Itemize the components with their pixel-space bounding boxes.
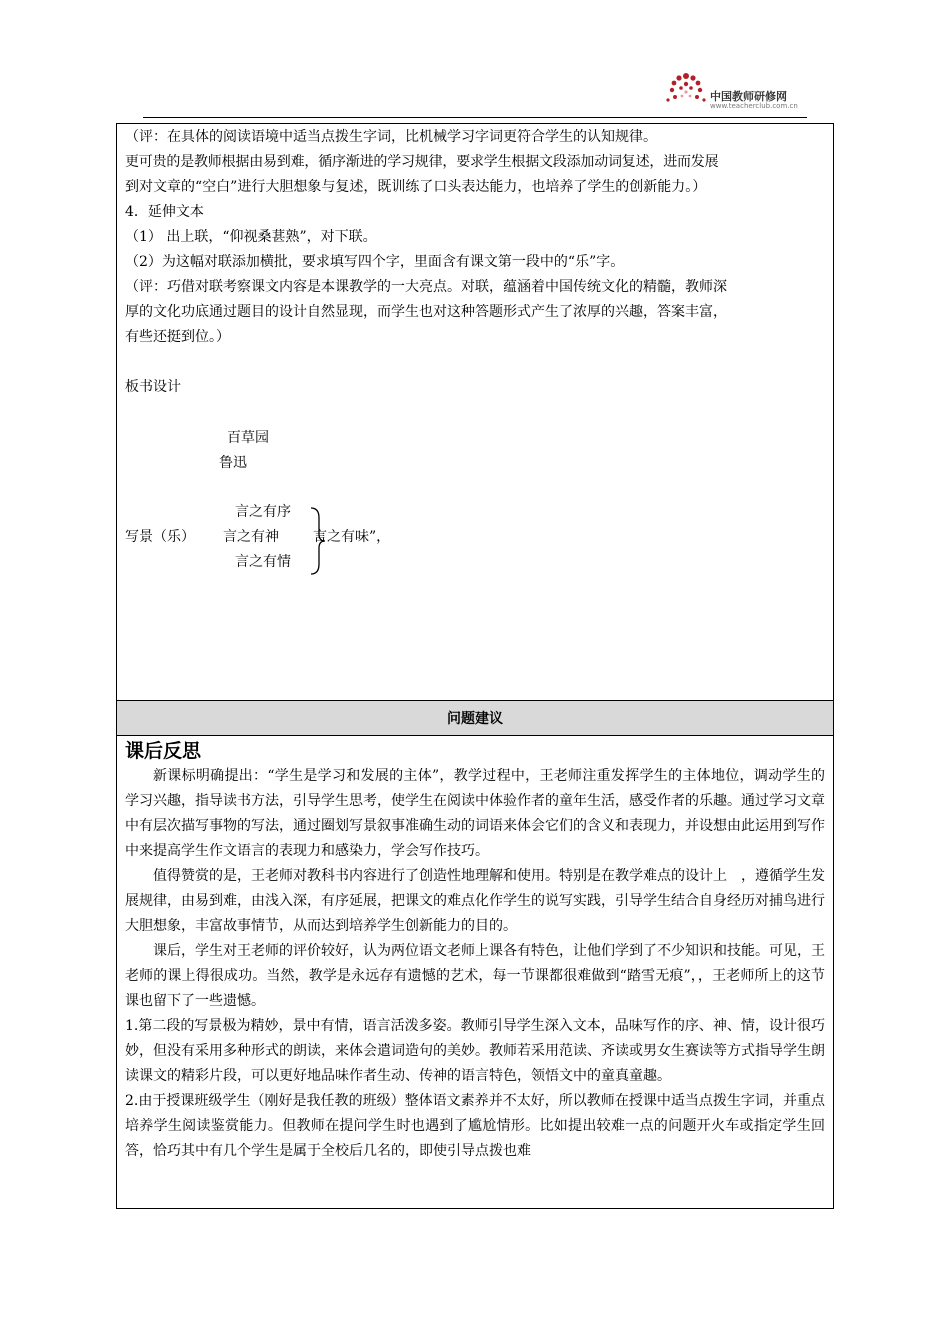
suggestions-header: [116, 700, 834, 736]
board-left-label: 写景（乐）: [125, 529, 195, 545]
text-line: 更可贵的是教师根据由易到难，循序渐进的学习规律，要求学生根据文段添加动词复述，进而发展: [125, 154, 719, 170]
reflection-cell: [116, 735, 834, 1209]
header-rule: [143, 117, 807, 118]
board-design-heading: 板书设计: [125, 379, 181, 395]
text-line: 到对文章的“空白”进行大胆想象与复述，既训练了口头表达能力，也培养了学生的创新能力。）: [125, 179, 707, 195]
reflection-paragraph: 新课标明确提出：“学生是学习和发展的主体”，教学过程中，王老师注重发挥学生的主体地位，调动学生的学习兴趣，指导读书方法，引导学生思考，使学生在阅读中体验作者的童年生活，感受作者的乐趣。通过学习文章中有层次描写事物的写法，通过圈划写景叙事准确生动的词语来体会它们的含义和表现力，并设想由此运用到写作中来提高学生作文语言的表现力和感染力，学会写作技巧。: [125, 768, 825, 859]
reflection-title: 课后反思: [125, 740, 202, 762]
text-line: 厚的文化功底通过题目的设计自然显现，而学生也对这种答题形式产生了浓厚的兴趣，答案丰富，: [125, 304, 727, 320]
text-line: （2）为这幅对联添加横批，要求填写四个字，里面含有课文第一段中的“乐”字。: [125, 254, 625, 270]
reflection-paragraph: 值得赞赏的是，王老师对教科书内容进行了创造性地理解和使用。特别是在教学难点的设计上 ，遵循学生发展规律，由易到难，由浅入深，有序延展，把课文的难点化作学生的说写实践，引导学生结合自身经历对捕鸟进行大胆想象，丰富故事情节，从而达到培养学生创新能力的目的。: [125, 868, 825, 934]
text-line: （评：巧借对联考察课文内容是本课教学的一大亮点。对联，蕴涵着中国传统文化的精髓，教师深: [125, 279, 727, 295]
logo-name: 中国教师研修网: [710, 90, 787, 103]
reflection-paragraph: 课后，学生对王老师的评价较好，认为两位语文老师上课各有特色，让他们学到了不少知识和技能。可见，王老师的课上得很成功。当然，教学是永远存有遗憾的艺术，每一节课都很难做到“踏雪无痕”，，王老师所上的这节课也留下了一些遗憾。: [125, 943, 825, 1009]
reflection-paragraph: 2.由于授课班级学生（刚好是我任教的班级）整体语文素养并不太好，所以教师在授课中适当点拨生字词，并重点培养学生阅读鉴赏能力。但教师在提问学生时也遇到了尴尬情形。比如提出较难一点的问题开火车或指定学生回答，恰巧其中有几个学生是属于全校后几名的，即使引导点拨也难: [125, 1093, 825, 1159]
logo-flower-icon: [662, 68, 710, 108]
logo-url: www.teacherclub.com.cn: [710, 102, 798, 110]
suggestions-label: 问题建议: [447, 711, 503, 727]
text-line: 有些还挺到位。）: [125, 329, 230, 345]
text-line: （1） 出上联，“仰视桑葚熟”，对下联。: [125, 229, 377, 245]
text-line: 4．延伸文本: [125, 204, 204, 220]
teaching-content-cell: [116, 123, 834, 701]
text-line: （评：在具体的阅读语境中适当点拨生字词，比机械学习字词更符合学生的认知规律。: [125, 129, 657, 145]
board-author: 鲁迅: [219, 455, 247, 471]
board-item: 言之有神: [223, 529, 279, 545]
site-logo: [662, 68, 822, 108]
reflection-paragraph: 1.第二段的写景极为精妙，景中有情，语言活泼多姿。教师引导学生深入文本，品味写作的序、神、情，设计很巧妙，但没有采用多种形式的朗读，来体会遣词造句的美妙。教师若采用范读、齐读或男女生赛读等方式指导学生朗读课文的精彩片段，可以更好地品味作者生动、传神的语言特色，领悟文中的童真童趣。: [125, 1018, 825, 1084]
board-right-label: 言之有味”，: [313, 529, 391, 545]
board-item: 言之有序: [235, 504, 291, 520]
board-title: 百草园: [227, 430, 269, 446]
board-item: 言之有情: [235, 554, 291, 570]
